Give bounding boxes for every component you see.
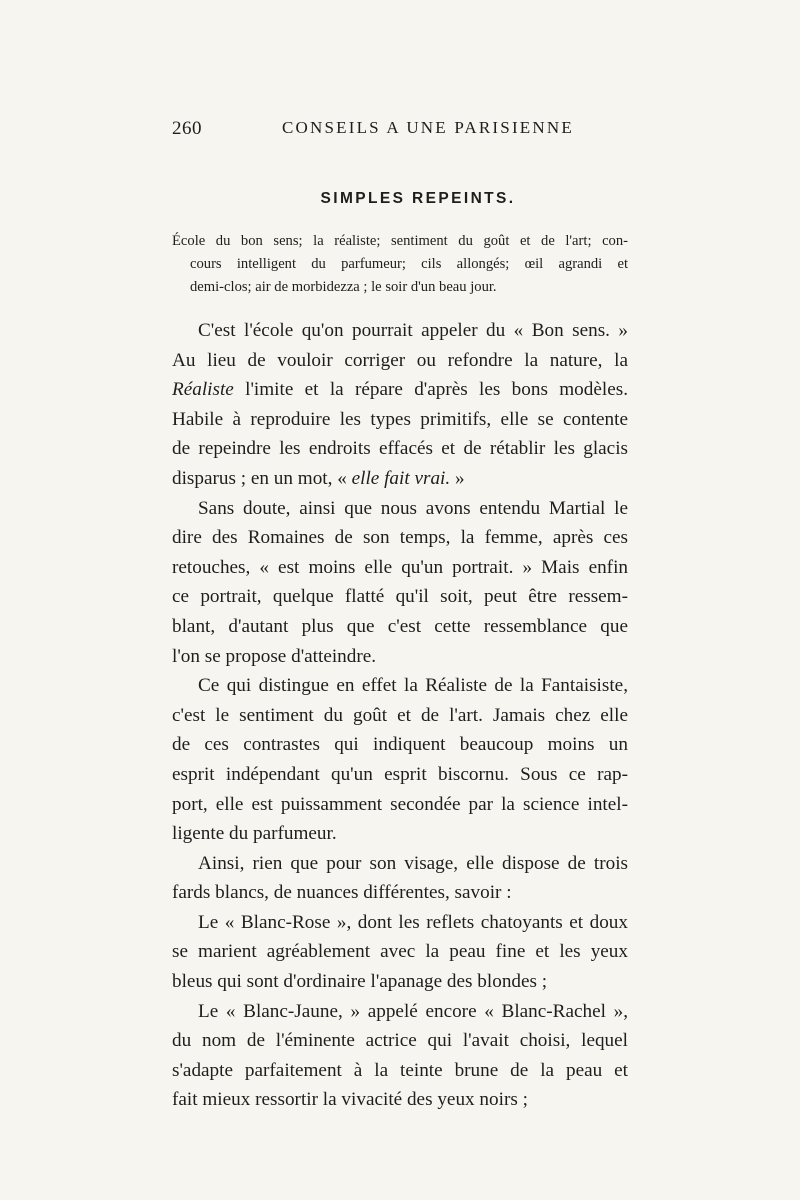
text-line: blant, d'autant plus que c'est cette ressemblance que bbox=[172, 615, 628, 637]
text-line: Ainsi, rien que pour son visage, elle dispose de trois bbox=[198, 852, 628, 874]
text-line: de ces contrastes qui indiquent beaucoup moins un bbox=[172, 734, 628, 756]
paragraph bbox=[172, 494, 628, 672]
text-line: Réaliste l'imite et la répare d'après les bons modèles. bbox=[172, 379, 628, 401]
text-line: ligente du parfumeur. bbox=[172, 823, 337, 845]
text-line: Ce qui distingue en effet la Réaliste de la Fantaisiste, bbox=[198, 675, 628, 697]
text-line: C'est l'école qu'on pourrait appeler du « Bon sens. » bbox=[198, 320, 628, 341]
text-line: s'adapte parfaitement à la teinte brune de la peau et bbox=[172, 1059, 628, 1081]
section-title: SIMPLES REPEINTS. bbox=[320, 190, 516, 207]
text-line: port, elle est puissamment secondée par la science intel- bbox=[172, 793, 628, 815]
running-title: CONSEILS A UNE PARISIENNE bbox=[282, 118, 574, 137]
body-text bbox=[172, 316, 628, 1115]
text-line: retouches, « est moins elle qu'un portrait. » Mais enfin bbox=[172, 556, 628, 578]
summary-line: École du bon sens; la réaliste; sentiment du goût et de l'art; con- bbox=[172, 233, 628, 249]
text-line: Habile à reproduire les types primitifs, elle se contente bbox=[172, 408, 628, 430]
text-line: Au lieu de vouloir corriger ou refondre la nature, la bbox=[172, 349, 628, 371]
paragraph bbox=[172, 671, 628, 849]
text-line: Le « Blanc-Rose », dont les reflets chatoyants et doux bbox=[198, 911, 628, 933]
paragraph bbox=[172, 908, 628, 997]
italic-text: Réaliste bbox=[172, 379, 234, 401]
paragraph bbox=[172, 316, 628, 494]
summary-line: demi-clos; air de morbidezza ; le soir d'un beau jour. bbox=[190, 279, 497, 295]
summary-line: cours intelligent du parfumeur; cils allongés; œil agrandi et bbox=[190, 256, 628, 272]
italic-text: elle fait vrai. bbox=[351, 467, 451, 489]
text-line: esprit indépendant qu'un esprit biscornu. Sous ce rap- bbox=[172, 763, 628, 785]
text-line: fait mieux ressortir la vivacité des yeux noirs ; bbox=[172, 1089, 528, 1111]
paragraph bbox=[172, 997, 628, 1115]
text-line: disparus ; en un mot, « elle fait vrai. » bbox=[172, 467, 465, 489]
text-line: c'est le sentiment du goût et de l'art. Jamais chez elle bbox=[172, 704, 628, 726]
text-line: du nom de l'éminente actrice qui l'avait choisi, lequel bbox=[172, 1030, 628, 1052]
page-number: 260 bbox=[172, 118, 202, 139]
text-line: l'on se propose d'atteindre. bbox=[172, 645, 377, 667]
text-line: dire des Romaines de son temps, la femme, après ces bbox=[172, 527, 628, 549]
text-line: Le « Blanc-Jaune, » appelé encore « Blanc-Rachel », bbox=[198, 1000, 628, 1022]
text-line: ce portrait, quelque flatté qu'il soit, peut être ressem- bbox=[172, 586, 628, 608]
text-line: Sans doute, ainsi que nous avons entendu Martial le bbox=[198, 497, 628, 519]
running-head bbox=[172, 118, 632, 142]
chapter-summary bbox=[172, 230, 628, 299]
text-line: se marient agréablement avec la peau fine et les yeux bbox=[172, 941, 628, 963]
paragraph bbox=[172, 849, 628, 908]
text-line: fards blancs, de nuances différentes, savoir : bbox=[172, 882, 512, 904]
text-line: de repeindre les endroits effacés et de rétablir les glacis bbox=[172, 438, 628, 460]
text-line: bleus qui sont d'ordinaire l'apanage des blondes ; bbox=[172, 971, 548, 993]
